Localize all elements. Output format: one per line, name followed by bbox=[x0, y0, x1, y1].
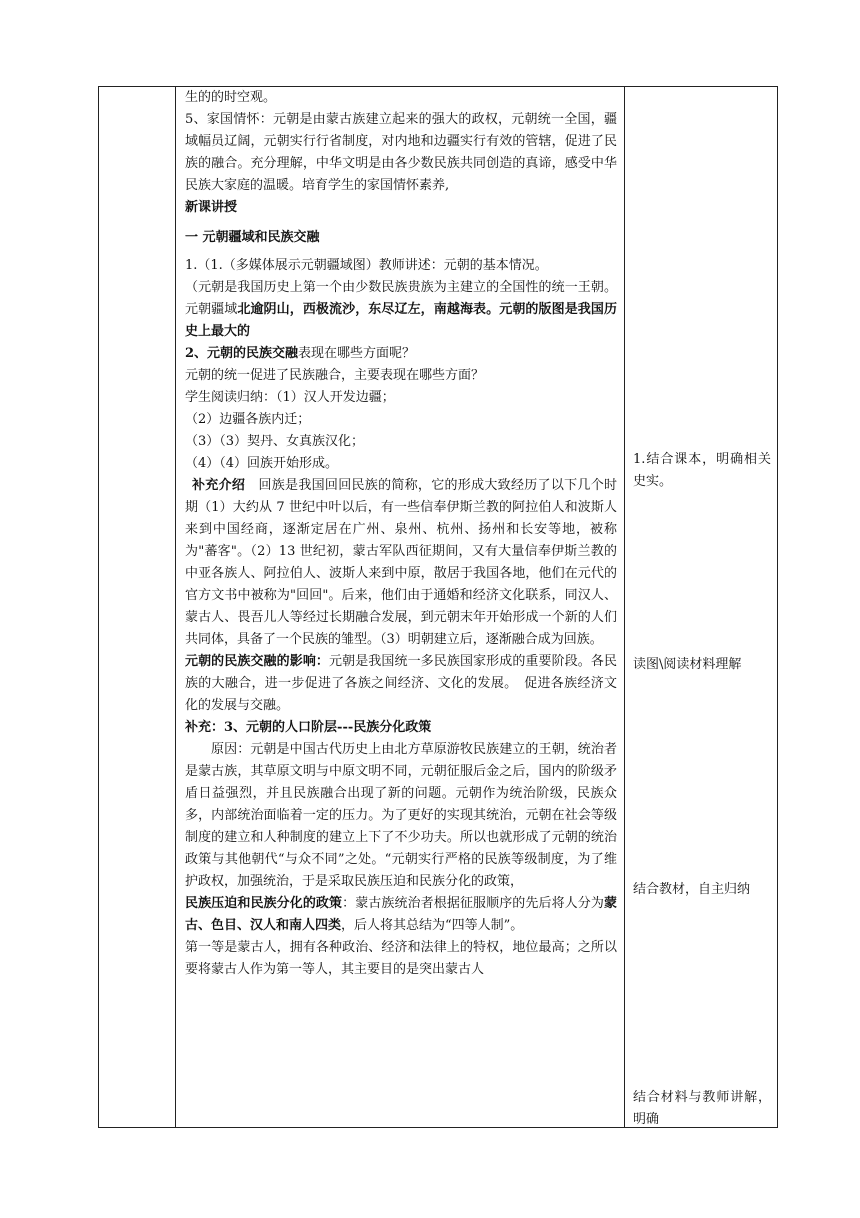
content-paragraph: 5、家国情怀：元朝是由蒙古族建立起来的强大的政权，元朝统一全国，疆域幅员辽阔，元朝实行行省制度，对内地和边疆实行有效的管辖，促进了民族的融合。充分理解，中华文明是由各少数民族共同创造的真谛，感受中华民族大家庭的温暖。培育学生的家国情怀素养, bbox=[185, 112, 617, 193]
content-paragraph: 元朝的民族交融的影响：元朝是我国统一多民族国家形成的重要阶段。各民族的大融合，进一步促进了各族之间经济、文化的发展。 促进各族经济文化的发展与交融。 bbox=[185, 654, 617, 713]
content-paragraph: 生的的时空观。 bbox=[185, 90, 277, 105]
content-paragraph: 民族压迫和民族分化的政策：蒙古族统治者根据征服顺序的先后将人分为蒙古、色目、汉人和南人四类，后人将其总结为“四等人制”。 bbox=[185, 896, 617, 933]
content-paragraph: 补充：3、元朝的人口阶层---民族分化政策 bbox=[185, 720, 432, 735]
student-activity-note: 结合教材，自主归纳 bbox=[633, 882, 751, 897]
content-paragraph: 补充介绍 回族是我国回回民族的简称，它的形成大致经历了以下几个时期（1）大约从 7 世纪中叶以后，有一些信奉伊斯兰教的阿拉伯人和波斯人来到中国经商，逐渐定居在广州、泉州、杭州、扬州和长安等地，被称为"蕃客"。（2）13 世纪初，蒙古军队西征期间，又有大量信奉伊斯兰教的中亚各族人、阿拉伯人、波斯人来到中原，散居于我国各地，他们在元代的官方文书中被称为"回回"。后来，他们由于通婚和经济文化联系，同汉人、蒙古人、畏吾儿人等经过长期融合发展，到元朝末年开始形成一个新的人们共同体，具备了一个民族的雏型。（3）明朝建立后，逐渐融合成为回族。 bbox=[185, 478, 617, 647]
content-paragraph: 第一等是蒙古人，拥有各种政治、经济和法律上的特权，地位最高；之所以要将蒙古人作为第一等人，其主要目的是突出蒙古人 bbox=[185, 940, 617, 977]
content-paragraph: （元朝是我国历史上第一个由少数民族贵族为主建立的全国性的统一王朝。元朝疆域北逾阴山，西极流沙，东尽辽左，南越海表。元朝的版图是我国历史上最大的 bbox=[185, 280, 617, 339]
student-activity-note: 读图\阅读材料理解 bbox=[633, 657, 742, 672]
content-paragraph: （4）（4）回族开始形成。 bbox=[185, 456, 339, 471]
teaching-content-column bbox=[185, 87, 617, 981]
content-paragraph: 原因：元朝是中国古代历史上由北方草原游牧民族建立的王朝，统治者是蒙古族，其草原文明与中原文明不同，元朝征服后金之后，国内的阶级矛盾日益强烈，并且民族融合出现了新的问题。元朝作为统治阶级，民族众多，内部统治面临着一定的压力。为了更好的实现其统治，元朝在社会等级制度的建立和人种制度的建立上下了不少功夫。所以也就形成了元朝的统治政策与其他朝代“与众不同”之处。“元朝实行严格的民族等级制度，为了维护政权，加强统治，于是采取民族压迫和民族分化的政策， bbox=[185, 742, 617, 889]
content-paragraph: 学生阅读归纳：（1）汉人开发边疆； bbox=[185, 390, 395, 405]
column-divider-2 bbox=[624, 87, 625, 1127]
content-paragraph: 1.（1.（多媒体展示元朝疆域图）教师讲述：元朝的基本情况。 bbox=[185, 258, 548, 273]
content-paragraph: 2、元朝的民族交融表现在哪些方面呢？ bbox=[185, 346, 416, 361]
heading-new-lesson: 新课讲授 bbox=[185, 200, 238, 215]
column-divider-1 bbox=[175, 87, 176, 1127]
content-paragraph: 元朝的统一促进了民族融合，主要表现在哪些方面？ bbox=[185, 368, 485, 383]
section-heading: 一 元朝疆域和民族交融 bbox=[185, 230, 320, 245]
content-paragraph: （3）（3）契丹、女真族汉化； bbox=[185, 434, 365, 449]
student-activity-note: 结合材料与教师讲解，明确 bbox=[633, 1090, 771, 1127]
student-activity-note: 1.结合课本，明确相关史实。 bbox=[633, 452, 771, 489]
content-paragraph: （2）边疆各族内迁； bbox=[185, 412, 311, 427]
lesson-table bbox=[98, 86, 778, 1128]
